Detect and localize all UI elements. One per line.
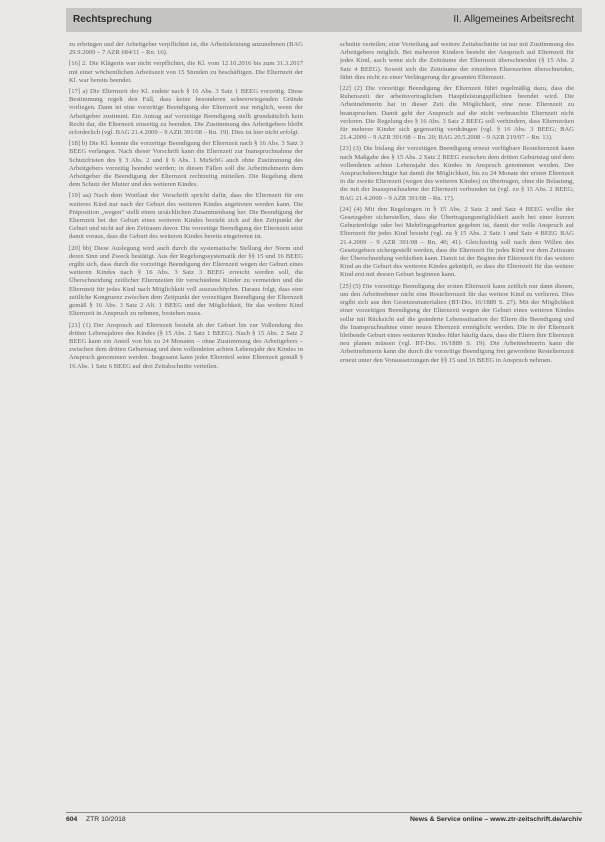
paragraph: [20] bb) Diese Auslegung wird auch durch die systematische Stellung der Norm und deren Sinn und Zweck bestätigt. Aus der Regelungssystematik der §§ 15 und 16 BEEG ergibt sich, dass durch die vorzeitige Beendigung der Elternzeit wegen der Geburt eines weiteren Kindes nach § 16 Abs. 3 Satz 3 BEEG erreicht werden soll, die Überschneidung zeitlicher Elternzeiten für verschiedene Kinder zu vermeiden und die Elternzeit für jedes Kind nach Möglichkeit voll auszuschöpfen. Daraus folgt, dass eine zeitliche Kongruenz zwischen dem Zeitpunkt der vorzeitigen Beendigung der Elternzeit gemäß § 16 Abs. 3 Satz 2 Alt. 1 BEEG und der Möglichkeit, für das weitere Kind Elternzeit in Anspruch zu nehmen, bestehen muss. (69, 244, 303, 318)
left-column (69, 41, 303, 803)
paragraph: [17] a) Die Elternzeit der Kl. endete nach § 16 Abs. 3 Satz 1 BEEG vorzeitig. Diese Bestimmung regelt den Fall, dass keine besonderen schwerwiegenden Gründe vorliegen. Dann ist eine vorzeitige Beendigung der Elternzeit nur möglich, wenn der Arbeitgeber zustimmt. Ein Antrag auf vorzeitige Beendigung stellt grundsätzlich kein Recht dar, die Elternzeit einseitig zu beenden. Die Zustimmung des Arbeitgebers bleibt erforderlich (vgl. BAG 21.4.2009 – 9 AZR 391/08 – Rn. 19). Dies ist hier nicht erfolgt. (69, 88, 303, 137)
paragraph: schnitte verteilen; eine Verteilung auf weitere Zeitabschnitte ist nur mit Zustimmung des Arbeitgebers möglich. Bei mehreren Kindern besteht der Anspruch auf Elternzeit für jedes Kind, auch wenn sich die Zeiträume der Elternzeit überschneiden (§ 15 Abs. 2 Satz 4 BEEG). Soweit sich die Zeiträume der einzelnen Elternzeiten überschneiden, führt dies nicht zu einer Verlängerung der gesamten Elternzeit. (340, 41, 574, 81)
paragraph: [24] (4) Mit den Regelungen in § 15 Abs. 2 Satz 2 und Satz 4 BEEG wollte der Gesetzgeber sicherstellen, dass die Übertragungsmöglichkeit auch bei einer kurzen Geburtenfolge oder bei Mehrlingsgeburten gegeben ist, damit der volle Anspruch auf Elternzeit für jedes Kind besteht (vgl. zu § 15 Abs. 2 Satz 1 und Satz 4 BEEG BAG 21.4.2009 – 9 AZR 391/08 – Rn. 40; 41). Gleichzeitig soll nach dem Willen des Gesetzgebers sichergestellt werden, dass die Elternzeit für jedes Kind vor dem Zeitraum der Überschneidung verbleiben kann. Damit ist der Beginn der Elternzeit für das weitere Kind an die Geburt des weiteren Kindes geknüpft, so dass die Elternzeit für das weitere Kind erst mit dessen Geburt beginnen kann. (340, 205, 574, 279)
website-link[interactable]: News & Service online – www.ztr-zeitschrift.de/archiv (410, 816, 582, 823)
section-title: Rechtsprechung (73, 14, 152, 25)
paragraph: [21] (1) Der Anspruch auf Elternzeit besteht ab der Geburt bis zur Vollendung des dritten Lebensjahres des Kindes (§ 15 Abs. 2 Satz 1 BEEG). Nach § 15 Abs. 2 Satz 2 BEEG kann ein Anteil von bis zu 24 Monaten – ohne Zustimmung des Arbeitgebers – zwischen dem dritten Geburtstag und dem vollendeten achten Lebensjahr des Kindes in Anspruch genommen werden. Insgesamt kann jeder Elternteil seine Elternzeit gemäß § 16 Abs. 1 Satz 6 BEEG auf drei Zeitabschnitte verteilen. (69, 321, 303, 370)
paragraph: [18] b) Die Kl. konnte die vorzeitige Beendigung der Elternzeit nach § 16 Abs. 3 Satz 3 BEEG verlangen. Nach dieser Vorschrift kann die Elternzeit zur Inanspruchnahme der Schutzfristen des § 3 Abs. 2 und § 6 Abs. 1 MuSchG auch ohne Zustimmung des Arbeitgebers vorzeitig beendet werden; in diesen Fällen soll die Arbeitnehmerin dem Arbeitgeber die Beendigung der Elternzeit rechtzeitig mitteilen. Die Regelung dient dem Schutz der Mutter und des weiteren Kindes. (69, 140, 303, 189)
paragraph: [16] 2. Die Klägerin war nicht verpflichtet, die Kl. vom 12.10.2016 bis zum 31.3.2017 mit einer wöchentlichen Arbeitszeit von 15 Stunden zu beschäftigen. Die Elternzeit der Kl. war bereits beendet. (69, 60, 303, 84)
journal-issue: ZTR 10/2018 (86, 816, 126, 823)
right-column (340, 41, 574, 803)
paragraph: zu erbringen und der Arbeitgeber verpflichtet ist, die Arbeitsleistung anzunehmen (BAG 29.9.2009 – 7 AZR 684/11 – Rn. 16). (69, 41, 303, 57)
paragraph: [22] (2) Die vorzeitige Beendigung der Elternzeit führt regelmäßig dazu, dass die Ruhenszeit der arbeitsvertraglichen Hauptleistungspflichten beendet wird. Die Arbeitnehmerin hat in dieser Zeit die Möglichkeit, eine neue Elternzeit zu beanspruchen. Damit geht der Anspruch auf die nicht verbrauchte Elternzeit nicht verloren. Die Regelung des § 16 Abs. 3 Satz 2 BEEG soll verhindern, dass Elternzeiten für mehrere Kinder sich gegenseitig verdrängen (vgl. § 16 Abs. 3 BEEG; BAG 21.4.2009 – 9 AZR 391/08 – Rn. 20; BAG 20.5.2008 – 9 AZR 219/07 – Rn. 13). (340, 85, 574, 142)
paragraph: [25] (5) Die vorzeitige Beendigung der ersten Elternzeit kann zeitlich nur dann dienen, um den Arbeitnehmer nicht eine Restelternzeit für das weitere Kind zu verlieren. Dies ergibt sich aus den Gesetzesmaterialien (BT-Drs. 16/1889 S. 27). Mit der Möglichkeit einer vorzeitigen Beendigung der Elternzeit wegen der Geburt eines weiteren Kindes sollte mit Rücksicht auf die geänderte Lebenssituation der Eltern die Beendigung und die Inanspruchnahme einer neuen Elternzeit ermöglicht werden. Die in der Elternzeit bleibende Geburt eines weiteren Kindes führt häufig dazu, dass die Eltern ihre Elternzeit neu planen müssen (vgl. BT-Drs. 16/1889 S. 19). Die Arbeitnehmerin kann die Arbeitnehmerin kann die durch die vorzeitige Beendigung frei gewordene Restelternzeit erneut unter den Voraussetzungen der §§ 15 und 16 BEEG in Anspruch nehmen. (340, 282, 574, 364)
paragraph: [23] (3) Die bislang der vorzeitigen Beendigung erneut verfügbare Restelternzeit kann nach Maßgabe des § 15 Abs. 2 Satz 2 BEEG zwischen dem dritten Geburtstag und dem vollendeten achten Lebensjahr des Kindes in Anspruch genommen werden. Der Anspruchsberechtigte hat damit die Möglichkeit, bis zu 24 Monate der ersten Elternzeit in die zweite Elternzeit (wegen des weiteren Kindes) zu übertragen, ohne die Belastung, die mit der Inanspruchnahme der Elternzeit verbunden ist (vgl. zu § 15 Abs. 2 BEEG; BAG 21.4.2009 – 9 AZR 391/08 – Rn. 17). (340, 145, 574, 202)
page-footer (66, 812, 582, 826)
footer-divider (66, 812, 582, 813)
topic-title: II. Allgemeines Arbeitsrecht (453, 14, 574, 25)
running-header (66, 8, 582, 32)
paragraph: [19] aa) Nach dem Wortlaut der Vorschrift spricht dafür, dass die Elternzeit für ein weiteres Kind nur nach der Geburt des weiteren Kindes angetreten werden kann. Die Präposition „wegen“ stellt einen ursächlichen Zusammenhang her. Die Beendigung der Elternzeit bei der Geburt eines weiteren Kindes bezieht sich auf den Zeitpunkt der Geburt und nicht auf den Zeitraum davor. Die vorzeitige Beendigung der Elternzeit setzt damit voraus, dass die Geburt des weiteren Kindes bereits eingetreten ist. (69, 192, 303, 241)
page-number: 604 (66, 816, 78, 823)
